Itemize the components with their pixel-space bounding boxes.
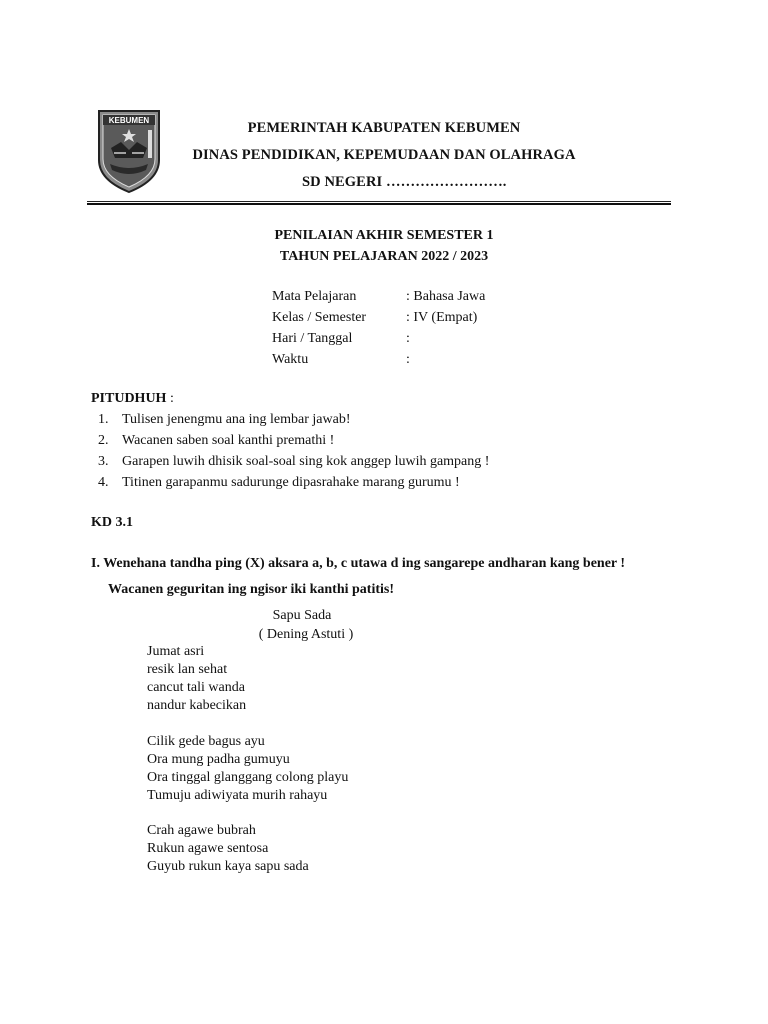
instruction-number: 4. bbox=[98, 475, 109, 490]
info-row-subject bbox=[272, 289, 485, 309]
instructions-heading-colon: : bbox=[166, 391, 174, 406]
instructions-heading bbox=[91, 391, 174, 407]
question-heading: I. Wenehana tandha ping (X) aksara a, b, c utawa d ing sangarepe andharan kang bener ! bbox=[91, 556, 626, 571]
info-value: : bbox=[406, 352, 410, 367]
info-row-time bbox=[272, 352, 410, 372]
instruction-text: Garapen luwih dhisik soal-soal sing kok anggep luwih gampang ! bbox=[122, 454, 490, 469]
instruction-item bbox=[98, 433, 334, 449]
poem-line: Ora mung padha gumuyu bbox=[147, 752, 290, 767]
instruction-item bbox=[98, 454, 489, 470]
header-divider-thin bbox=[87, 201, 671, 202]
school-name: SD NEGERI ……………………. bbox=[302, 174, 507, 190]
instruction-item bbox=[98, 475, 460, 491]
reading-instruction: Wacanen geguritan ing ngisor iki kanthi patitis! bbox=[108, 582, 395, 597]
poem-title: Sapu Sada bbox=[272, 608, 332, 623]
info-value: : Bahasa Jawa bbox=[406, 289, 486, 304]
instruction-number: 1. bbox=[98, 412, 109, 427]
info-value: : IV (Empat) bbox=[406, 310, 478, 325]
info-row-class bbox=[272, 310, 477, 330]
info-label: Mata Pelajaran bbox=[272, 289, 357, 304]
instruction-number: 3. bbox=[98, 454, 109, 469]
poem-line: Rukun agawe sentosa bbox=[147, 841, 269, 856]
poem-author: ( Dening Astuti ) bbox=[258, 627, 354, 642]
poem-line: cancut tali wanda bbox=[147, 680, 245, 695]
instruction-text: Titinen garapanmu sadurunge dipasrahake marang gurumu ! bbox=[122, 475, 460, 490]
info-label: Kelas / Semester bbox=[272, 310, 367, 325]
info-label: Waktu bbox=[272, 352, 309, 367]
header-government: PEMERINTAH KABUPATEN KEBUMEN bbox=[247, 120, 521, 136]
instruction-number: 2. bbox=[98, 433, 109, 448]
exam-title: PENILAIAN AKHIR SEMESTER 1 bbox=[274, 228, 494, 243]
poem-line: Ora tinggal glanggang colong playu bbox=[147, 770, 349, 785]
instruction-item bbox=[98, 412, 350, 428]
poem-line: Tumuju adiwiyata murih rahayu bbox=[147, 788, 328, 803]
header-department: DINAS PENDIDIKAN, KEPEMUDAAN DAN OLAHRAGA bbox=[192, 147, 576, 163]
header-divider-thick bbox=[87, 203, 671, 205]
poem-line: Crah agawe bubrah bbox=[147, 823, 256, 838]
kd-heading: KD 3.1 bbox=[91, 515, 133, 530]
instructions-heading-text: PITUDHUH bbox=[91, 391, 167, 406]
poem-line: resik lan sehat bbox=[147, 662, 228, 677]
poem-line: Guyub rukun kaya sapu sada bbox=[147, 859, 309, 874]
poem-line: nandur kabecikan bbox=[147, 698, 247, 713]
crest-label: KEBUMEN bbox=[108, 116, 150, 125]
info-label: Hari / Tanggal bbox=[272, 331, 353, 346]
exam-year: TAHUN PELAJARAN 2022 / 2023 bbox=[279, 249, 489, 264]
info-row-date bbox=[272, 331, 410, 351]
info-value: : bbox=[406, 331, 410, 346]
poem-line: Jumat asri bbox=[147, 644, 205, 659]
instruction-text: Tulisen jenengmu ana ing lembar jawab! bbox=[122, 412, 351, 427]
instruction-text: Wacanen saben soal kanthi premathi ! bbox=[122, 433, 335, 448]
poem-line: Cilik gede bagus ayu bbox=[147, 734, 265, 749]
